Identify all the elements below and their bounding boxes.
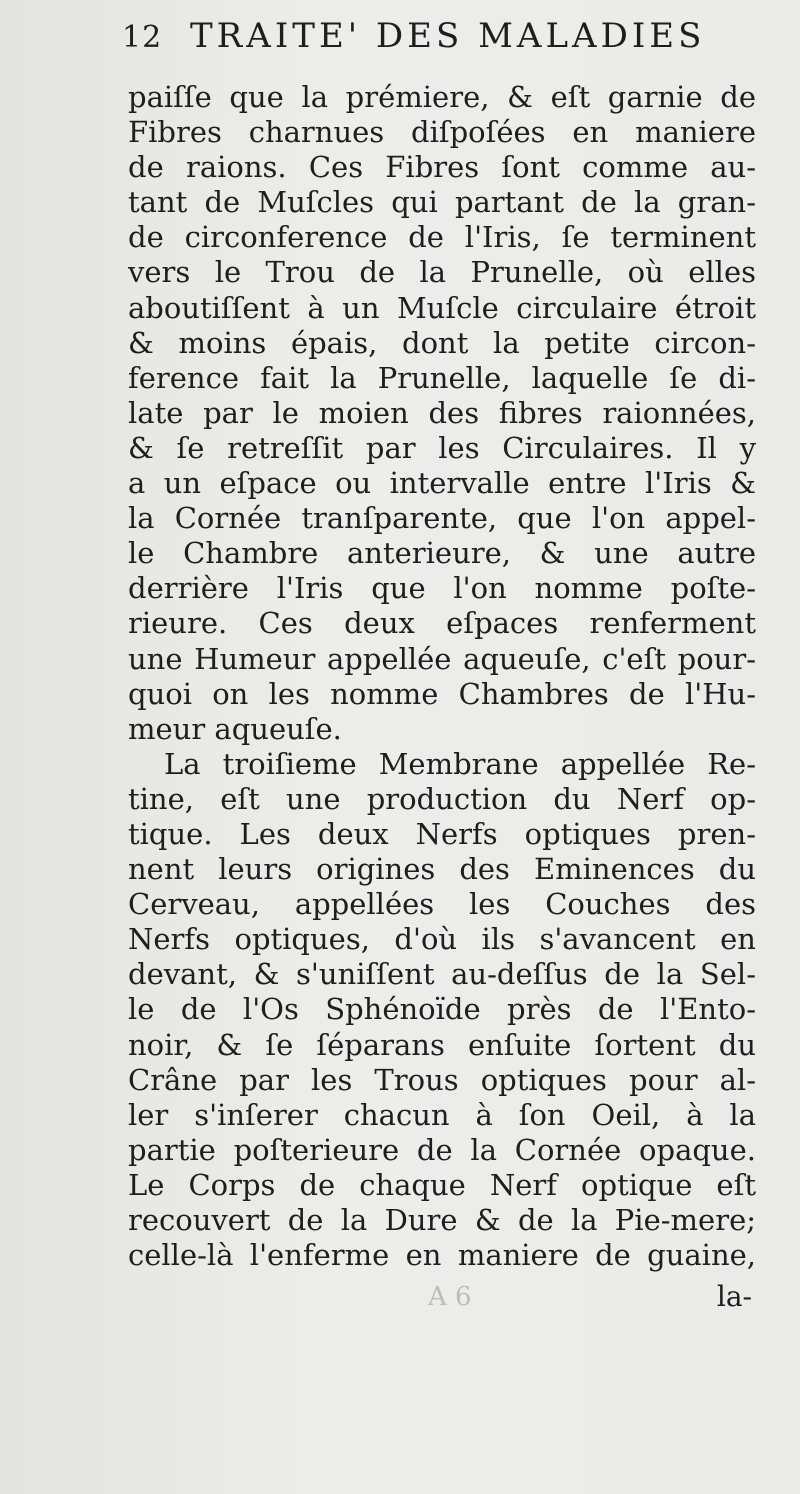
- page-header: [122, 12, 772, 62]
- body-text: [128, 80, 756, 1273]
- text-line: ference fait la Prunelle, laquelle ſe di-: [128, 360, 756, 395]
- text-line: devant, & s'uniſſent au-deſſus de la Sel-: [128, 957, 756, 992]
- text-line: La troiſieme Membrane appellée Re-: [164, 746, 756, 781]
- text-line: le Chambre anterieure, & une autre: [128, 536, 756, 571]
- text-line: tant de Muſcles qui partant de la gran-: [128, 185, 756, 220]
- text-line: tique. Les deux Nerfs optiques pren-: [128, 816, 756, 851]
- text-line: Cerveau, appellées les Couches des: [128, 887, 756, 922]
- text-line: & moins épais, dont la petite circon-: [128, 325, 756, 360]
- text-line: derrière l'Iris que l'on nomme poſte-: [128, 571, 756, 606]
- text-line: noir, & ſe ſéparans enſuite ſortent du: [128, 1027, 756, 1062]
- text-line: paiſſe que la prémiere, & eſt garnie de: [128, 80, 756, 114]
- page-number: 12: [122, 20, 163, 55]
- catchword: la-: [716, 1280, 752, 1313]
- text-line: aboutiſſent à un Muſcle circulaire étroit: [128, 290, 756, 325]
- text-line: & ſe retreſſit par les Circulaires. Il y: [128, 430, 756, 465]
- text-line: nent leurs origines des Eminences du: [128, 852, 756, 887]
- text-line: Nerfs optiques, d'où ils s'avancent en: [128, 922, 756, 957]
- running-title: TRAITE' DES MALADIES: [190, 16, 706, 56]
- text-line: Le Corps de chaque Nerf optique eſt: [128, 1167, 756, 1202]
- signature-mark: A 6: [428, 1282, 472, 1312]
- text-line: recouvert de la Dure & de la Pie-mere;: [128, 1203, 756, 1237]
- page-footer: [128, 1280, 756, 1320]
- paragraph: [128, 747, 756, 1273]
- text-line: la Cornée tranſparente, que l'on appel-: [128, 501, 756, 536]
- text-line: vers le Trou de la Prunelle, où elles: [128, 255, 756, 290]
- text-line: a un eſpace ou intervalle entre l'Iris &: [128, 466, 756, 501]
- text-line: Crâne par les Trous optiques pour al-: [128, 1062, 756, 1097]
- text-line: de circonference de l'Iris, ſe terminent: [128, 220, 756, 255]
- text-line: late par le moien des fibres raionnées,: [128, 395, 756, 430]
- text-line: tine, eſt une production du Nerf op-: [128, 781, 756, 816]
- text-line: Fibres charnues diſpoſées en maniere: [128, 115, 756, 150]
- text-line: quoi on les nomme Chambres de l'Hu-: [128, 676, 756, 711]
- text-line: celle-là l'enferme en maniere de guaine,: [128, 1238, 756, 1273]
- text-line: de raions. Ces Fibres ſont comme au-: [128, 150, 756, 185]
- text-line: ler s'inſerer chacun à ſon Oeil, à la: [128, 1097, 756, 1132]
- text-line: rieure. Ces deux eſpaces renferment: [128, 606, 756, 641]
- paragraph: [128, 80, 756, 747]
- text-line: partie poſterieure de la Cornée opaque.: [128, 1132, 756, 1167]
- text-line: le de l'Os Sphénoïde près de l'Ento-: [128, 992, 756, 1027]
- text-line: une Humeur appellée aqueuſe, c'eſt pour-: [128, 641, 756, 676]
- text-line: meur aqueuſe.: [128, 711, 342, 746]
